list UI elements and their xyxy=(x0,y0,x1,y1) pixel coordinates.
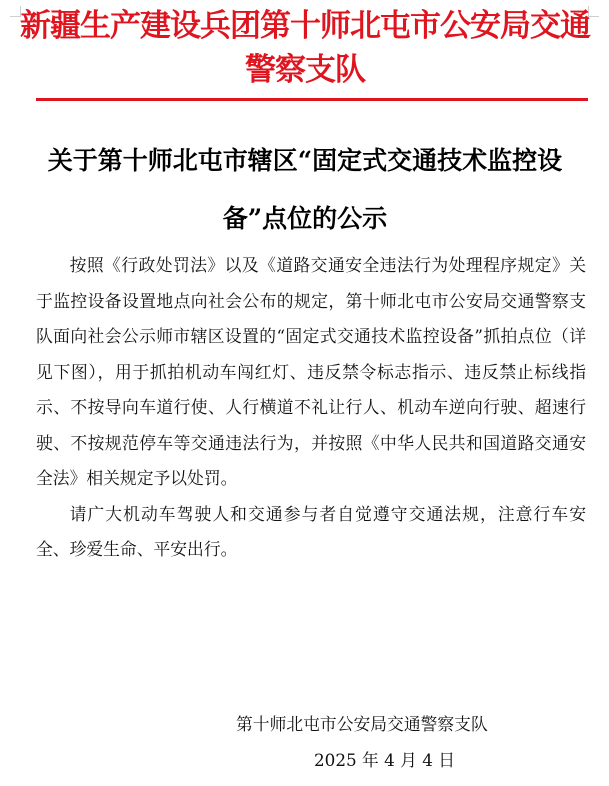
signature-date: 2025 年 4 月 4 日 xyxy=(314,750,456,770)
signature-organization: 第十师北屯市公安局交通警察支队 xyxy=(236,714,488,734)
body-paragraph: 请广大机动车驾驶人和交通参与者自觉遵守交通法规，注意行车安全、珍爱生命、平安出行。 xyxy=(36,503,586,559)
red-header-title: 新疆生产建设兵团第十师北屯市公安局交通警察支队 xyxy=(20,8,590,88)
red-header-rule xyxy=(36,98,588,101)
document-body xyxy=(36,248,586,568)
document-title: 关于第十师北屯市辖区“固定式交通技术监控设备”点位的公示 xyxy=(47,146,563,233)
body-paragraph: 按照《行政处罚法》以及《道路交通安全违法行为处理程序规定》关于监控设备设置地点向社会公布的规定，第十师北屯市公安局交通警察支队面向社会公示师市辖区设置的“固定式交通技术监控设备”抓拍点位（详见下图），用于抓拍机动车闯红灯、违反禁令标志指示、违反禁止标线指示、不按导向车道行使、人行横道不礼让行人、机动车逆向行驶、超速行驶、不按规范停车等交通违法行为，并按照《中华人民共和国道路交通安全法》相关规定予以处罚。 xyxy=(36,255,586,488)
